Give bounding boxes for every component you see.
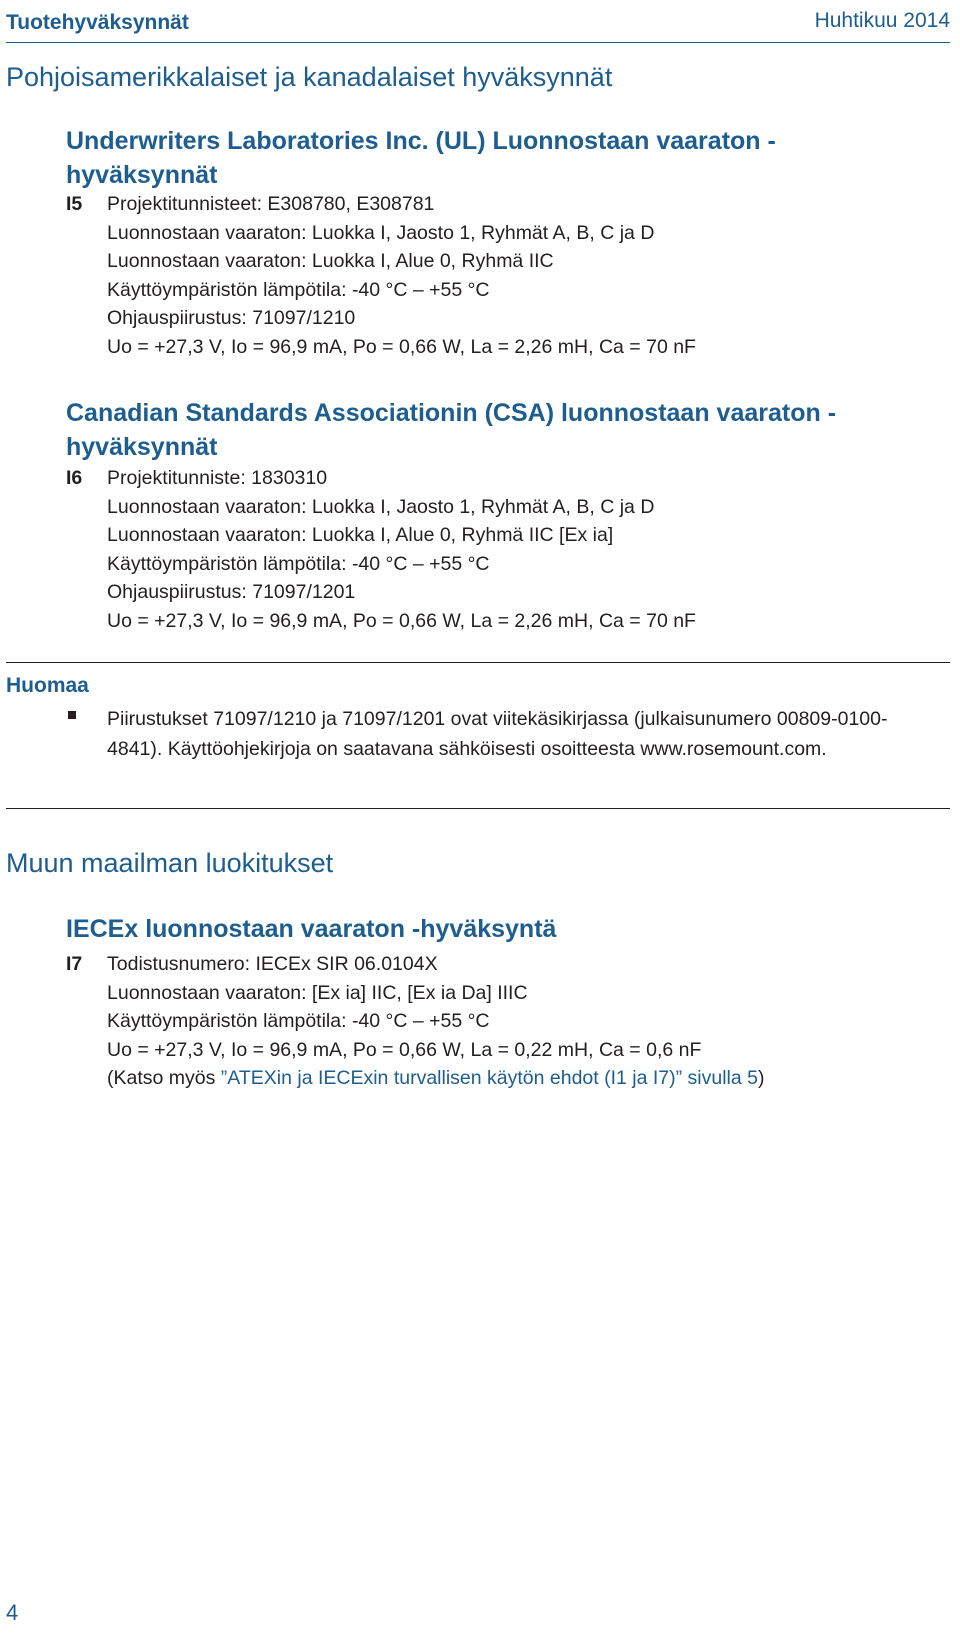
ul-line: Käyttöympäristön lämpötila: -40 °C – +55 °C [107, 278, 490, 301]
note-label: Huomaa [6, 674, 89, 697]
ul-code: I5 [66, 193, 83, 215]
ul-certification [66, 190, 696, 361]
iecex-heading: IECEx luonnostaan vaaraton -hyväksyntä [66, 915, 557, 943]
iecex-line: Uo = +27,3 V, Io = 96,9 mA, Po = 0,66 W, La = 0,22 mH, Ca = 0,6 nF [107, 1038, 702, 1061]
running-header [6, 6, 950, 43]
csa-certification [66, 464, 696, 635]
iecex-code: I7 [66, 953, 83, 975]
header-date: Huhtikuu 2014 [814, 9, 950, 32]
note-top-rule [6, 662, 950, 663]
reference-link[interactable]: ”ATEXin ja IECExin turvallisen käytön ehdot (I1 ja I7)” sivulla 5 [220, 1067, 758, 1089]
csa-line: Käyttöympäristön lämpötila: -40 °C – +55 °C [107, 552, 490, 575]
ul-line: Ohjauspiirustus: 71097/1210 [107, 307, 356, 329]
bullet-icon [68, 711, 76, 719]
csa-heading: Canadian Standards Associationin (CSA) luonnostaan vaaraton -hyväksynnät [66, 399, 837, 461]
csa-line: Luonnostaan vaaraton: Luokka I, Alue 0, Ryhmä IIC [Ex ia] [107, 524, 614, 546]
ul-line: Uo = +27,3 V, Io = 96,9 mA, Po = 0,66 W, La = 2,26 mH, Ca = 70 nF [107, 335, 696, 358]
iecex-reference [107, 1064, 765, 1093]
iecex-line: Luonnostaan vaaraton: [Ex ia] IIC, [Ex ia Da] IIIC [107, 981, 528, 1004]
page-number: 4 [6, 1600, 19, 1625]
csa-line: Ohjauspiirustus: 71097/1201 [107, 581, 356, 603]
note-text: Piirustukset 71097/1210 ja 71097/1201 ovat viitekäsikirjassa (julkaisunumero 00809-0100-4841). Käyttöohjekirjoja on saatavana sähköisesti osoitteesta www.rosemount.com. [107, 708, 888, 760]
iecex-line: Todistusnumero: IECEx SIR 06.0104X [107, 953, 438, 975]
header-section-title: Tuotehyväksynnät [6, 11, 189, 34]
ul-line: Luonnostaan vaaraton: Luokka I, Jaosto 1, Ryhmät A, B, C ja D [107, 221, 655, 244]
iecex-line: Käyttöympäristön lämpötila: -40 °C – +55 °C [107, 1010, 490, 1032]
note-bottom-rule [6, 808, 950, 809]
iecex-certification [66, 950, 765, 1093]
ul-line: Luonnostaan vaaraton: Luokka I, Alue 0, Ryhmä IIC [107, 250, 554, 272]
csa-line: Uo = +27,3 V, Io = 96,9 mA, Po = 0,66 W, La = 2,26 mH, Ca = 70 nF [107, 609, 696, 632]
reference-suffix: ) [758, 1067, 765, 1089]
ul-line: Projektitunnisteet: E308780, E308781 [107, 193, 435, 215]
section-title-rest-of-world: Muun maailman luokitukset [6, 848, 334, 878]
reference-prefix: (Katso myös [107, 1067, 221, 1089]
csa-line: Projektitunniste: 1830310 [107, 467, 328, 489]
csa-code: I6 [66, 467, 83, 489]
ul-heading: Underwriters Laboratories Inc. (UL) Luonnostaan vaaraton -hyväksynnät [66, 127, 776, 189]
section-title-north-america: Pohjoisamerikkalaiset ja kanadalaiset hyväksynnät [6, 62, 613, 92]
csa-line: Luonnostaan vaaraton: Luokka I, Jaosto 1, Ryhmät A, B, C ja D [107, 495, 655, 518]
